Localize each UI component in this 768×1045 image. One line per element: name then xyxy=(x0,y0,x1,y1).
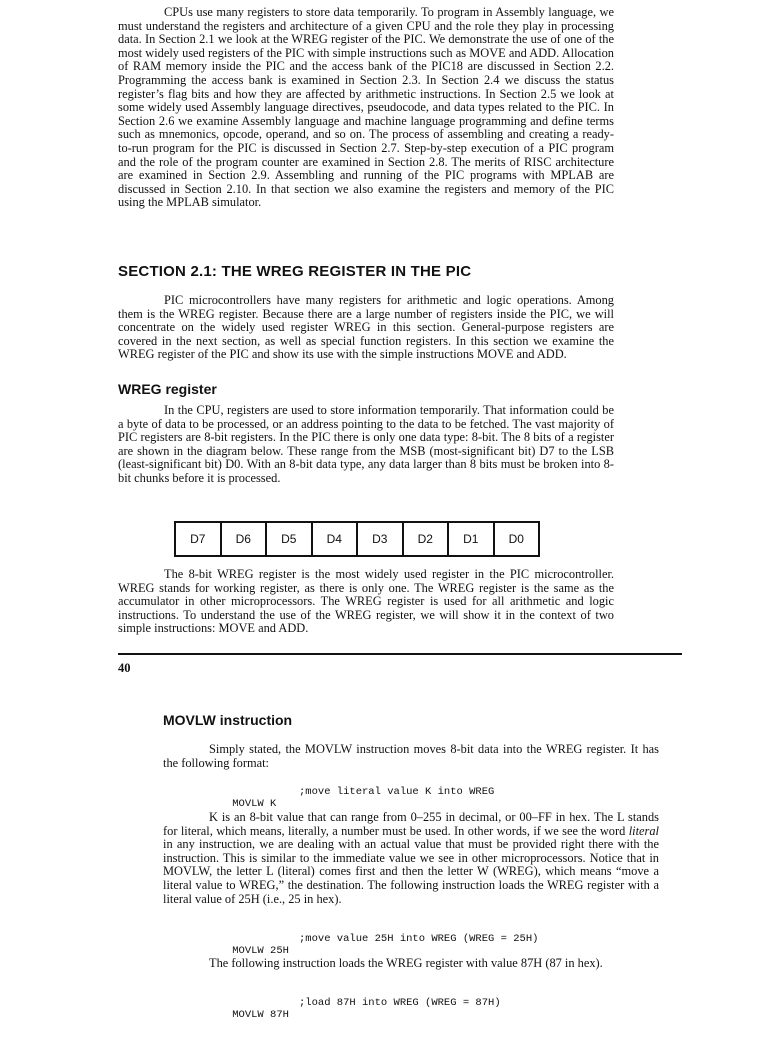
bit-cell-d3: D3 xyxy=(358,523,404,555)
code-instruction: MOVLW 25H xyxy=(232,945,289,957)
wreg-bit-diagram xyxy=(174,521,540,557)
wreg-paragraph-2: The 8-bit WREG register is the most widely used register in the PIC microcontroller. WREG stands for working register, as there is only one. The WREG register is the same as the accumulator in other microprocessors. The WREG register is used for all arithmetic and logic instructions. To understand the use of the WREG register, we will show it in the context of two simple instructions: MOVE and ADD. xyxy=(118,567,614,636)
wreg-paragraph-1: In the CPU, registers are used to store information temporarily. That information could be a byte of data to be processed, or an address pointing to the data to be fetched. The vast majority of PIC registers are 8-bit registers. In the PIC there is only one data type: 8-bit. The 8 bits of a register are shown in the diagram below. These range from the MSB (most-significant bit) D7 to the LSB (least-significant bit) D0. With an 8-bit data type, any data larger than 8 bits must be broken into 8-bit chunks before it is processed. xyxy=(118,403,614,485)
movlw-paragraph-3: The following instruction loads the WREG register with value 87H (87 in hex). xyxy=(209,956,603,970)
code-instruction: MOVLW 87H xyxy=(232,1009,289,1021)
paragraph-text: K is an 8-bit value that can range from 0–255 in decimal, or 00–FF in hex. The L stands for literal, which means, literally, a number must be used. In other words, if we see the word xyxy=(163,810,659,838)
wreg-heading: WREG register xyxy=(118,381,217,397)
section-heading: SECTION 2.1: THE WREG REGISTER IN THE PIC xyxy=(118,263,472,280)
movlw-paragraph-1: Simply stated, the MOVLW instruction moves 8-bit data into the WREG register. It has the following format: xyxy=(163,742,659,770)
code-line-3 xyxy=(207,997,501,1045)
code-comment: ;move value 25H into WREG (WREG = 25H) xyxy=(299,933,539,945)
bit-cell-d7: D7 xyxy=(176,523,222,555)
paragraph-text: in any instruction, we are dealing with an actual value that must be provided right there with the instruction. This is similar to the immediate value we see in other microprocessors. Notice that in MOVLW, the letter L (literal) comes first and then the letter W (WREG), which means “move a literal value to WREG,” the destination. The following instruction loads the WREG register with a literal value of 25H (i.e., 25 in hex). xyxy=(163,837,659,906)
bit-cell-d4: D4 xyxy=(313,523,359,555)
movlw-paragraph-2 xyxy=(163,811,659,906)
movlw-heading: MOVLW instruction xyxy=(163,712,293,728)
page-number: 40 xyxy=(118,661,131,675)
section-paragraph: PIC microcontrollers have many registers for arithmetic and logic operations. Among them is the WREG register. Because there are a large number of registers inside the PIC, we will concentrate on the widely used register WREG in this section. General-purpose registers are covered in the next section, as well as special function registers. In this section we examine the WREG register of the PIC and show its use with the simple instructions MOVE and ADD. xyxy=(118,293,614,362)
literal-emphasis: literal xyxy=(628,823,659,838)
bit-cell-d0: D0 xyxy=(508,532,524,546)
intro-paragraph: CPUs use many registers to store data temporarily. To program in Assembly language, we must understand the registers and architecture of a given CPU and the role they play in processing data. In Section 2.1 we look at the WREG register of the PIC. We demonstrate the use of one of the most widely used registers of the PIC with simple instructions such as MOVE and ADD. Allocation of RAM memory inside the PIC and the access bank of the PIC18 are discussed in Section 2.2. Programming the access bank is examined in Section 2.3. In Section 2.4 we discuss the status register’s flag bits and how they are affected by arithmetic instructions. In Section 2.5 we look at some widely used Assembly language directives, pseudocode, and data types related to the PIC. In Section 2.6 we examine Assembly language and machine language programming and define terms such as mnemonics, opcode, operand, and so on. The process of assembling and creating a ready-to-run program for the PIC is discussed in Section 2.7. Step-by-step execution of a PIC program and the role of the program counter are examined in Section 2.8. The merits of RISC architecture are examined in Section 2.9. Assembling and running of the PIC programs with MPLAB are discussed in Section 2.10. In that section we also examine the registers and memory of the PIC using the MPLAB simulator. xyxy=(118,5,614,210)
bit-cell-d2: D2 xyxy=(404,523,450,555)
bit-cell-d1: D1 xyxy=(449,523,495,555)
code-instruction: MOVLW K xyxy=(232,798,277,810)
page-divider xyxy=(118,653,682,655)
bit-cell-d5: D5 xyxy=(267,523,313,555)
code-comment: ;load 87H into WREG (WREG = 87H) xyxy=(299,997,501,1009)
code-comment: ;move literal value K into WREG xyxy=(299,786,495,798)
bit-cell-d6: D6 xyxy=(222,523,268,555)
